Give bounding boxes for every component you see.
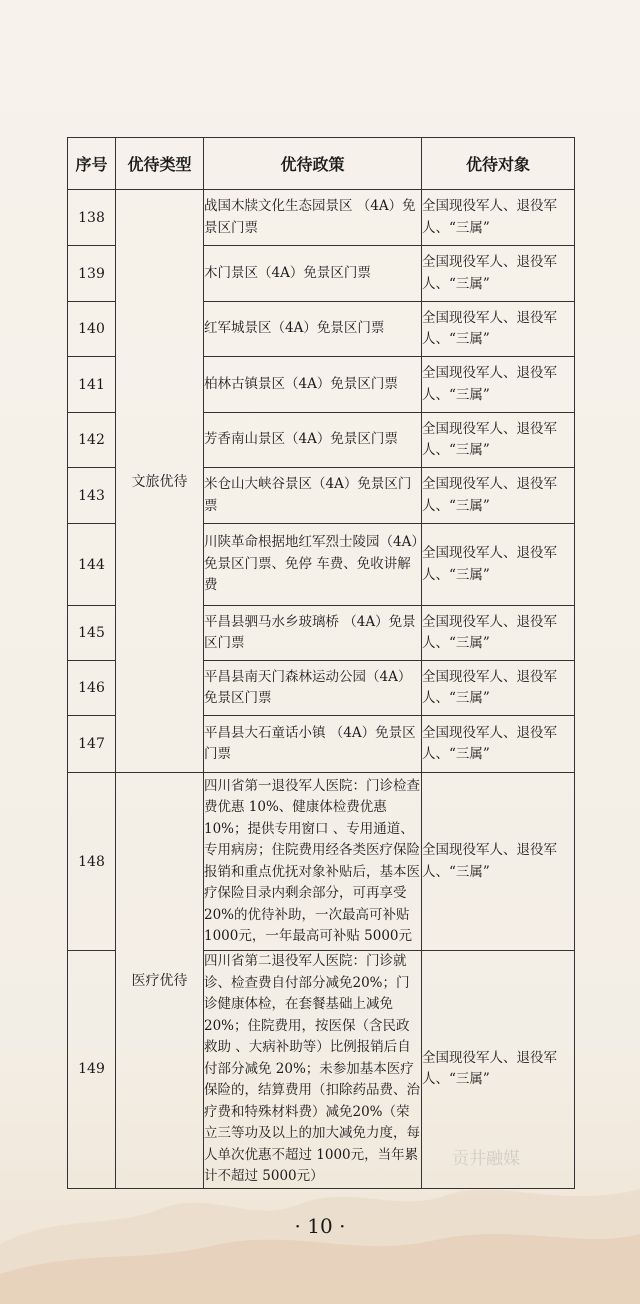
target-cell: 全国现役军人、退役军人、“三属” [422,302,575,357]
row-number: 141 [68,357,116,413]
row-number: 139 [68,246,116,302]
row-number: 148 [68,773,116,951]
target-cell: 全国现役军人、退役军人、“三属” [422,661,575,716]
target-cell: 全国现役军人、退役军人、“三属” [422,468,575,524]
policy-cell: 木门景区（4A）免景区门票 [204,246,422,302]
target-cell: 全国现役军人、退役军人、“三属” [422,951,575,1189]
target-cell: 全国现役军人、退役军人、“三属” [422,246,575,302]
row-number: 147 [68,716,116,773]
policy-cell: 四川省第二退役军人医院：门诊就诊、检查费自付部分减免20%；门诊健康体检，在套餐基础上减免 20%；住院费用，按医保（含民政救助 、大病补助等）比例报销后自付部分减免 20%；未参加基本医疗保险的，结算费用（扣除药品费、治疗费和特殊材料费）减免20%（荣立三等功及以上的加大减免力度，每人单次优惠不超过 1000元，当年累计不超过 5000元） [204,951,422,1189]
target-cell: 全国现役军人、退役军人、“三属” [422,716,575,773]
target-cell: 全国现役军人、退役军人、“三属” [422,357,575,413]
policy-cell: 平昌县大石童话小镇 （4A）免景区门票 [204,716,422,773]
policy-table [67,137,575,1189]
table-row [68,190,575,246]
policy-cell: 柏林古镇景区（4A）免景区门票 [204,357,422,413]
target-cell: 全国现役军人、退役军人、“三属” [422,190,575,246]
category-cell: 医疗优待 [116,773,204,1189]
row-number: 146 [68,661,116,716]
target-cell: 全国现役军人、退役军人、“三属” [422,606,575,661]
row-number: 142 [68,413,116,468]
policy-cell: 芳香南山景区（4A）免景区门票 [204,413,422,468]
policy-cell: 四川省第一退役军人医院：门诊检查费优惠 10%、健康体检费优惠10%；提供专用窗口 、专用通道、专用病房；住院费用经各类医疗保险报销和重点优抚对象补贴后，基本医疗保险目录内剩余部分，可再享受 20%的优待补助，一次最高可补贴 1000元，一年最高可补贴 5000元 [204,773,422,951]
header-target: 优待对象 [422,138,575,190]
policy-cell: 战国木牍文化生态园景区 （4A）免景区门票 [204,190,422,246]
table-row [68,773,575,951]
policy-cell: 平昌县南天门森林运动公园（4A）免景区门票 [204,661,422,716]
policy-cell: 米仓山大峡谷景区（4A）免景区门票 [204,468,422,524]
category-cell: 文旅优待 [116,190,204,773]
row-number: 143 [68,468,116,524]
policy-cell: 红军城景区（4A）免景区门票 [204,302,422,357]
row-number: 145 [68,606,116,661]
target-cell: 全国现役军人、退役军人、“三属” [422,413,575,468]
row-number: 144 [68,524,116,606]
row-number: 138 [68,190,116,246]
policy-cell: 川陕革命根据地红军烈士陵园（4A）免景区门票、免停 车费、免收讲解费 [204,524,422,606]
row-number: 149 [68,951,116,1189]
header-type: 优待类型 [116,138,204,190]
target-cell: 全国现役军人、退役军人、“三属” [422,773,575,951]
header-num: 序号 [68,138,116,190]
header-row [68,138,575,190]
policy-cell: 平昌县驷马水乡玻璃桥 （4A）免景区门票 [204,606,422,661]
header-policy: 优待政策 [204,138,422,190]
target-cell: 全国现役军人、退役军人、“三属” [422,524,575,606]
row-number: 140 [68,302,116,357]
watermark: 贡井融媒 [452,1149,520,1169]
page-number: · 10 · [294,1214,346,1238]
